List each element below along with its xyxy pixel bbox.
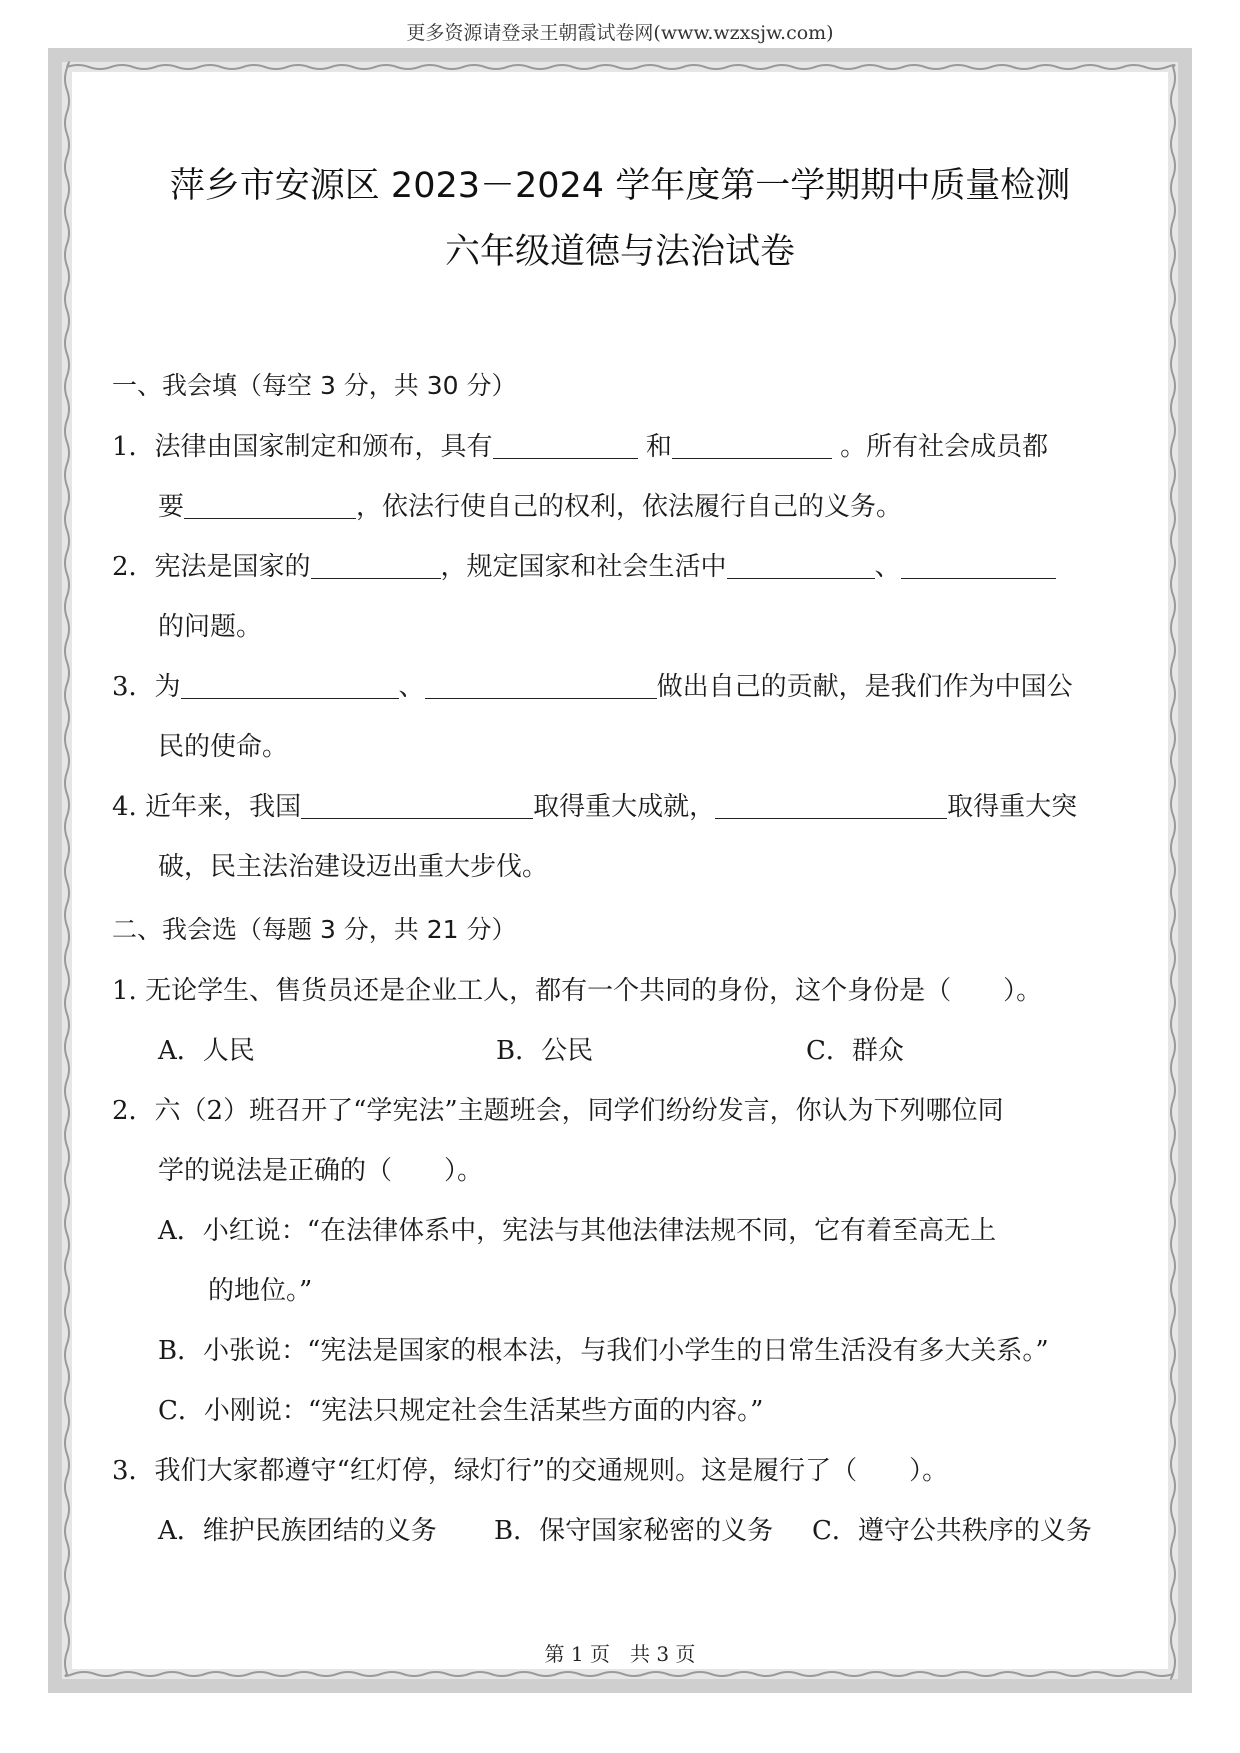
answer-blank xyxy=(901,552,1056,579)
q3-text-b: 、 xyxy=(398,672,425,702)
exam-title: 萍乡市安源区 2023－2024 学年度第一学期期中质量检测 xyxy=(169,166,1071,206)
q4-text-c: 取得重大突 xyxy=(947,792,1078,822)
mc-q3-option-c: C．遵守公共秩序的义务 xyxy=(812,1516,1092,1546)
page-number: 第 1 页 共 3 页 xyxy=(544,1642,696,1666)
source-banner: 更多资源请登录王朝霞试卷网(www.wzxsjw.com) xyxy=(406,22,834,44)
q1-text-c: 。所有社会成员都 xyxy=(840,432,1049,462)
answer-blank xyxy=(311,552,441,579)
answer-blank xyxy=(181,672,399,699)
mc-question-2-line2: 学的说法是正确的（ ）。 xyxy=(158,1156,484,1186)
q2-text-c: 、 xyxy=(874,552,901,582)
mc-q2-option-a-cont: 的地位。” xyxy=(208,1276,313,1306)
question-1-line1 xyxy=(112,426,1048,463)
q2-text-b: ，规定国家和社会生活中 xyxy=(440,552,727,582)
question-1-line2 xyxy=(158,486,902,523)
exam-subtitle: 六年级道德与法治试卷 xyxy=(444,232,795,272)
q4-text-b: 取得重大成就， xyxy=(533,792,716,822)
mc-question-2-line1: 2．六（2）班召开了“学宪法”主题班会，同学们纷纷发言，你认为下列哪位同 xyxy=(112,1096,1004,1126)
question-3-line1 xyxy=(112,666,1073,703)
answer-blank xyxy=(493,432,638,459)
mc-q2-option-b: B．小张说：“宪法是国家的根本法，与我们小学生的日常生活没有多大关系。” xyxy=(158,1336,1049,1366)
answer-blank xyxy=(715,792,947,819)
answer-blank xyxy=(727,552,875,579)
section1-heading: 一、我会填（每空 3 分，共 30 分） xyxy=(112,371,517,400)
question-2-line1 xyxy=(112,546,1056,583)
mc-q2-option-a: A．小红说：“在法律体系中，宪法与其他法律法规不同，它有着至高无上 xyxy=(158,1216,997,1246)
mc-question-3: 3．我们大家都遵守“红灯停，绿灯行”的交通规则。这是履行了（ ）。 xyxy=(112,1456,949,1486)
answer-blank xyxy=(425,672,657,699)
q2-text-a: 2．宪法是国家的 xyxy=(112,552,311,582)
q1-text-e: ，依法行使自己的权利，依法履行自己的义务。 xyxy=(356,492,903,522)
question-4-line2: 破，民主法治建设迈出重大步伐。 xyxy=(158,852,549,882)
section2-heading: 二、我会选（每题 3 分，共 21 分） xyxy=(112,915,517,944)
mc-question-1: 1. 无论学生、售货员还是企业工人，都有一个共同的身份，这个身份是（ ）。 xyxy=(112,976,1043,1006)
mc-q3-option-a: A．维护民族团结的义务 xyxy=(158,1516,437,1546)
answer-blank xyxy=(672,432,832,459)
q1-text-a: 1．法律由国家制定和颁布，具有 xyxy=(112,432,493,462)
q1-text-b: 和 xyxy=(645,432,672,462)
mc-q2-option-c: C．小刚说：“宪法只规定社会生活某些方面的内容。” xyxy=(158,1396,764,1426)
mc-q1-option-c: C．群众 xyxy=(806,1036,904,1066)
question-3-line2: 民的使命。 xyxy=(158,732,289,762)
answer-blank xyxy=(184,492,356,519)
mc-q1-option-b: B．公民 xyxy=(496,1036,594,1066)
q3-text-c: 做出自己的贡献，是我们作为中国公 xyxy=(656,672,1073,702)
mc-q3-option-b: B．保守国家秘密的义务 xyxy=(494,1516,774,1546)
q4-text-a: 4. 近年来，我国 xyxy=(112,792,302,822)
mc-q1-option-a: A．人民 xyxy=(158,1036,255,1066)
q1-text-d: 要 xyxy=(158,492,185,522)
q3-text-a: 3．为 xyxy=(112,672,181,702)
question-4-line1 xyxy=(112,786,1077,823)
question-2-line2: 的问题。 xyxy=(158,612,263,642)
answer-blank xyxy=(301,792,533,819)
